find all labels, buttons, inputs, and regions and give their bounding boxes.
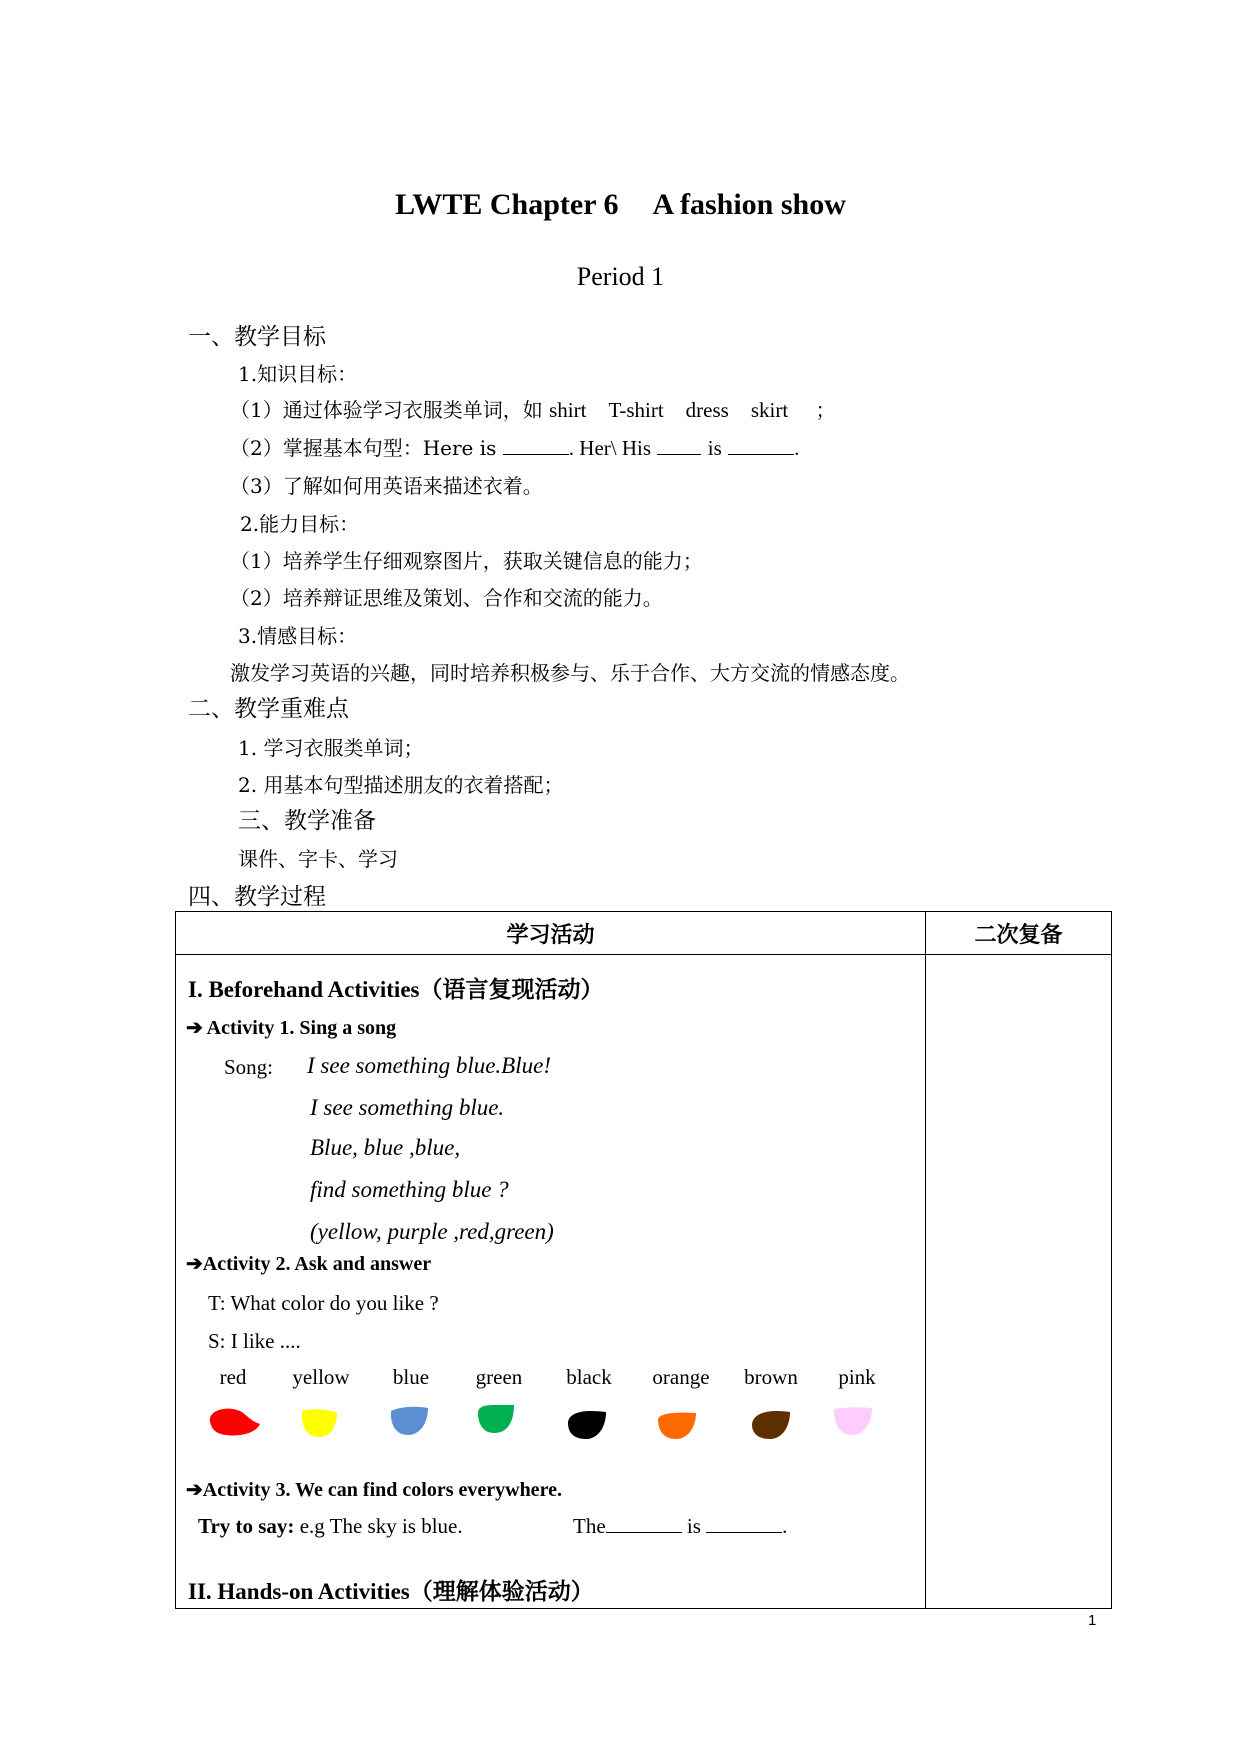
blank-is (706, 1514, 782, 1533)
blank-3 (728, 436, 794, 455)
color-label-red: red (219, 1365, 247, 1389)
key-point-2: 2. 用基本句型描述朋友的衣着搭配； (238, 773, 564, 797)
arrow-right-icon: ➔ (186, 1017, 203, 1039)
pink-paint-blob (832, 1405, 874, 1437)
k2-prefix: （2）掌握基本句型：Here is (230, 436, 497, 460)
activity-3-label: Activity 3. We can find colors everywhere. (202, 1479, 562, 1501)
knowledge-item-1 (230, 394, 835, 423)
activity-3-heading (186, 1477, 562, 1502)
emotion-objective-label: 3.情感目标： (238, 624, 358, 648)
the-word: The (573, 1514, 606, 1538)
word-tshirt: T-shirt (608, 398, 664, 422)
teacher-line: T: What color do you like ? (208, 1291, 439, 1315)
ability-item-2: （2）培养辩证思维及策划、合作和交流的能力。 (230, 586, 663, 610)
song-line-1: I see something blue.Blue! (307, 1053, 551, 1078)
emotion-item-1: 激发学习英语的兴趣，同时培养积极参与、乐于合作、大方交流的情感态度。 (230, 661, 910, 685)
period-label: Period 1 (576, 262, 665, 291)
color-label-yellow: yellow (292, 1365, 350, 1389)
page-title (0, 188, 1241, 222)
word-shirt: shirt (549, 398, 587, 422)
arrow-right-icon: ➔ (186, 1479, 203, 1501)
word-dress: dress (685, 398, 729, 422)
song-line-4: find something blue ? (310, 1177, 509, 1202)
orange-paint-blob (656, 1409, 698, 1441)
blank-the (606, 1514, 682, 1533)
knowledge-item-2 (230, 432, 799, 461)
activities-cell (176, 955, 926, 1609)
preparation-text: 课件、字卡、学习 (238, 847, 398, 871)
k2-mid1: . Her\ His (568, 436, 652, 460)
arrow-right-icon: ➔ (186, 1253, 203, 1275)
color-label-brown: brown (744, 1365, 798, 1389)
activity-2-label: Activity 2. Ask and answer (202, 1253, 432, 1275)
period-mark: . (782, 1514, 788, 1538)
header-second-preparation: 二次复备 (926, 912, 1112, 955)
color-label-green: green (475, 1365, 523, 1389)
section-heading-objectives: 一、教学目标 (188, 324, 326, 350)
teaching-process-table (175, 911, 1112, 1609)
color-label-blue: blue (392, 1365, 430, 1389)
k1-suffix: ； (815, 398, 836, 422)
student-line: S: I like .... (208, 1329, 301, 1353)
table-header-row (176, 912, 1112, 955)
blue-paint-blob (388, 1405, 430, 1437)
brown-paint-blob (750, 1409, 792, 1441)
blank-1 (503, 436, 569, 455)
header-learning-activities: 学习活动 (176, 912, 926, 955)
color-label-orange: orange (652, 1365, 710, 1389)
is-word: is (686, 1514, 701, 1538)
green-paint-blob (476, 1403, 516, 1435)
title-topic: A fashion show (652, 188, 846, 221)
k1-prefix: （1）通过体验学习衣服类单词，如 (230, 398, 543, 422)
ability-objective-label: 2.能力目标： (240, 512, 360, 536)
knowledge-objective-label: 1.知识目标： (238, 362, 358, 386)
activity-2-heading (186, 1251, 431, 1276)
try-to-say-line (198, 1514, 463, 1539)
part-1-title: I. Beforehand Activities（语言复现活动） (188, 977, 604, 1002)
table-body-row (176, 955, 1112, 1609)
knowledge-item-3: （3）了解如何用英语来描述衣着。 (230, 474, 543, 498)
clothing-words (549, 398, 815, 422)
try-label: Try to say: (198, 1514, 295, 1538)
page-number: 1 (1088, 1612, 1097, 1629)
song-label: Song: (224, 1055, 274, 1079)
word-skirt: skirt (750, 398, 789, 422)
section-heading-process: 四、教学过程 (188, 884, 326, 910)
activity-1-label: Activity 1. Sing a song (206, 1017, 397, 1039)
section-heading-preparation: 三、教学准备 (238, 808, 376, 834)
activity-1-heading (186, 1015, 396, 1040)
k2-end: . (794, 436, 800, 460)
song-line-3: Blue, blue ,blue, (310, 1135, 461, 1160)
song-line-2: I see something blue. (310, 1095, 505, 1120)
red-paint-blob (206, 1407, 262, 1439)
try-example: e.g The sky is blue. (299, 1514, 463, 1538)
key-point-1: 1. 学习衣服类单词； (238, 736, 424, 760)
song-line-5: (yellow, purple ,red,green) (310, 1219, 554, 1244)
second-preparation-cell (926, 955, 1112, 1609)
try-pattern (573, 1514, 787, 1539)
k2-mid2: is (707, 436, 722, 460)
color-label-pink: pink (838, 1365, 876, 1389)
ability-item-1: （1）培养学生仔细观察图片，获取关键信息的能力； (230, 549, 703, 573)
yellow-paint-blob (299, 1407, 339, 1439)
title-chapter: LWTE Chapter 6 (395, 188, 619, 221)
part-2-title: II. Hands-on Activities（理解体验活动） (188, 1579, 594, 1604)
blank-2 (657, 436, 701, 455)
color-label-black: black (566, 1365, 612, 1389)
section-heading-key-points: 二、教学重难点 (188, 696, 349, 722)
black-paint-blob (566, 1409, 608, 1441)
